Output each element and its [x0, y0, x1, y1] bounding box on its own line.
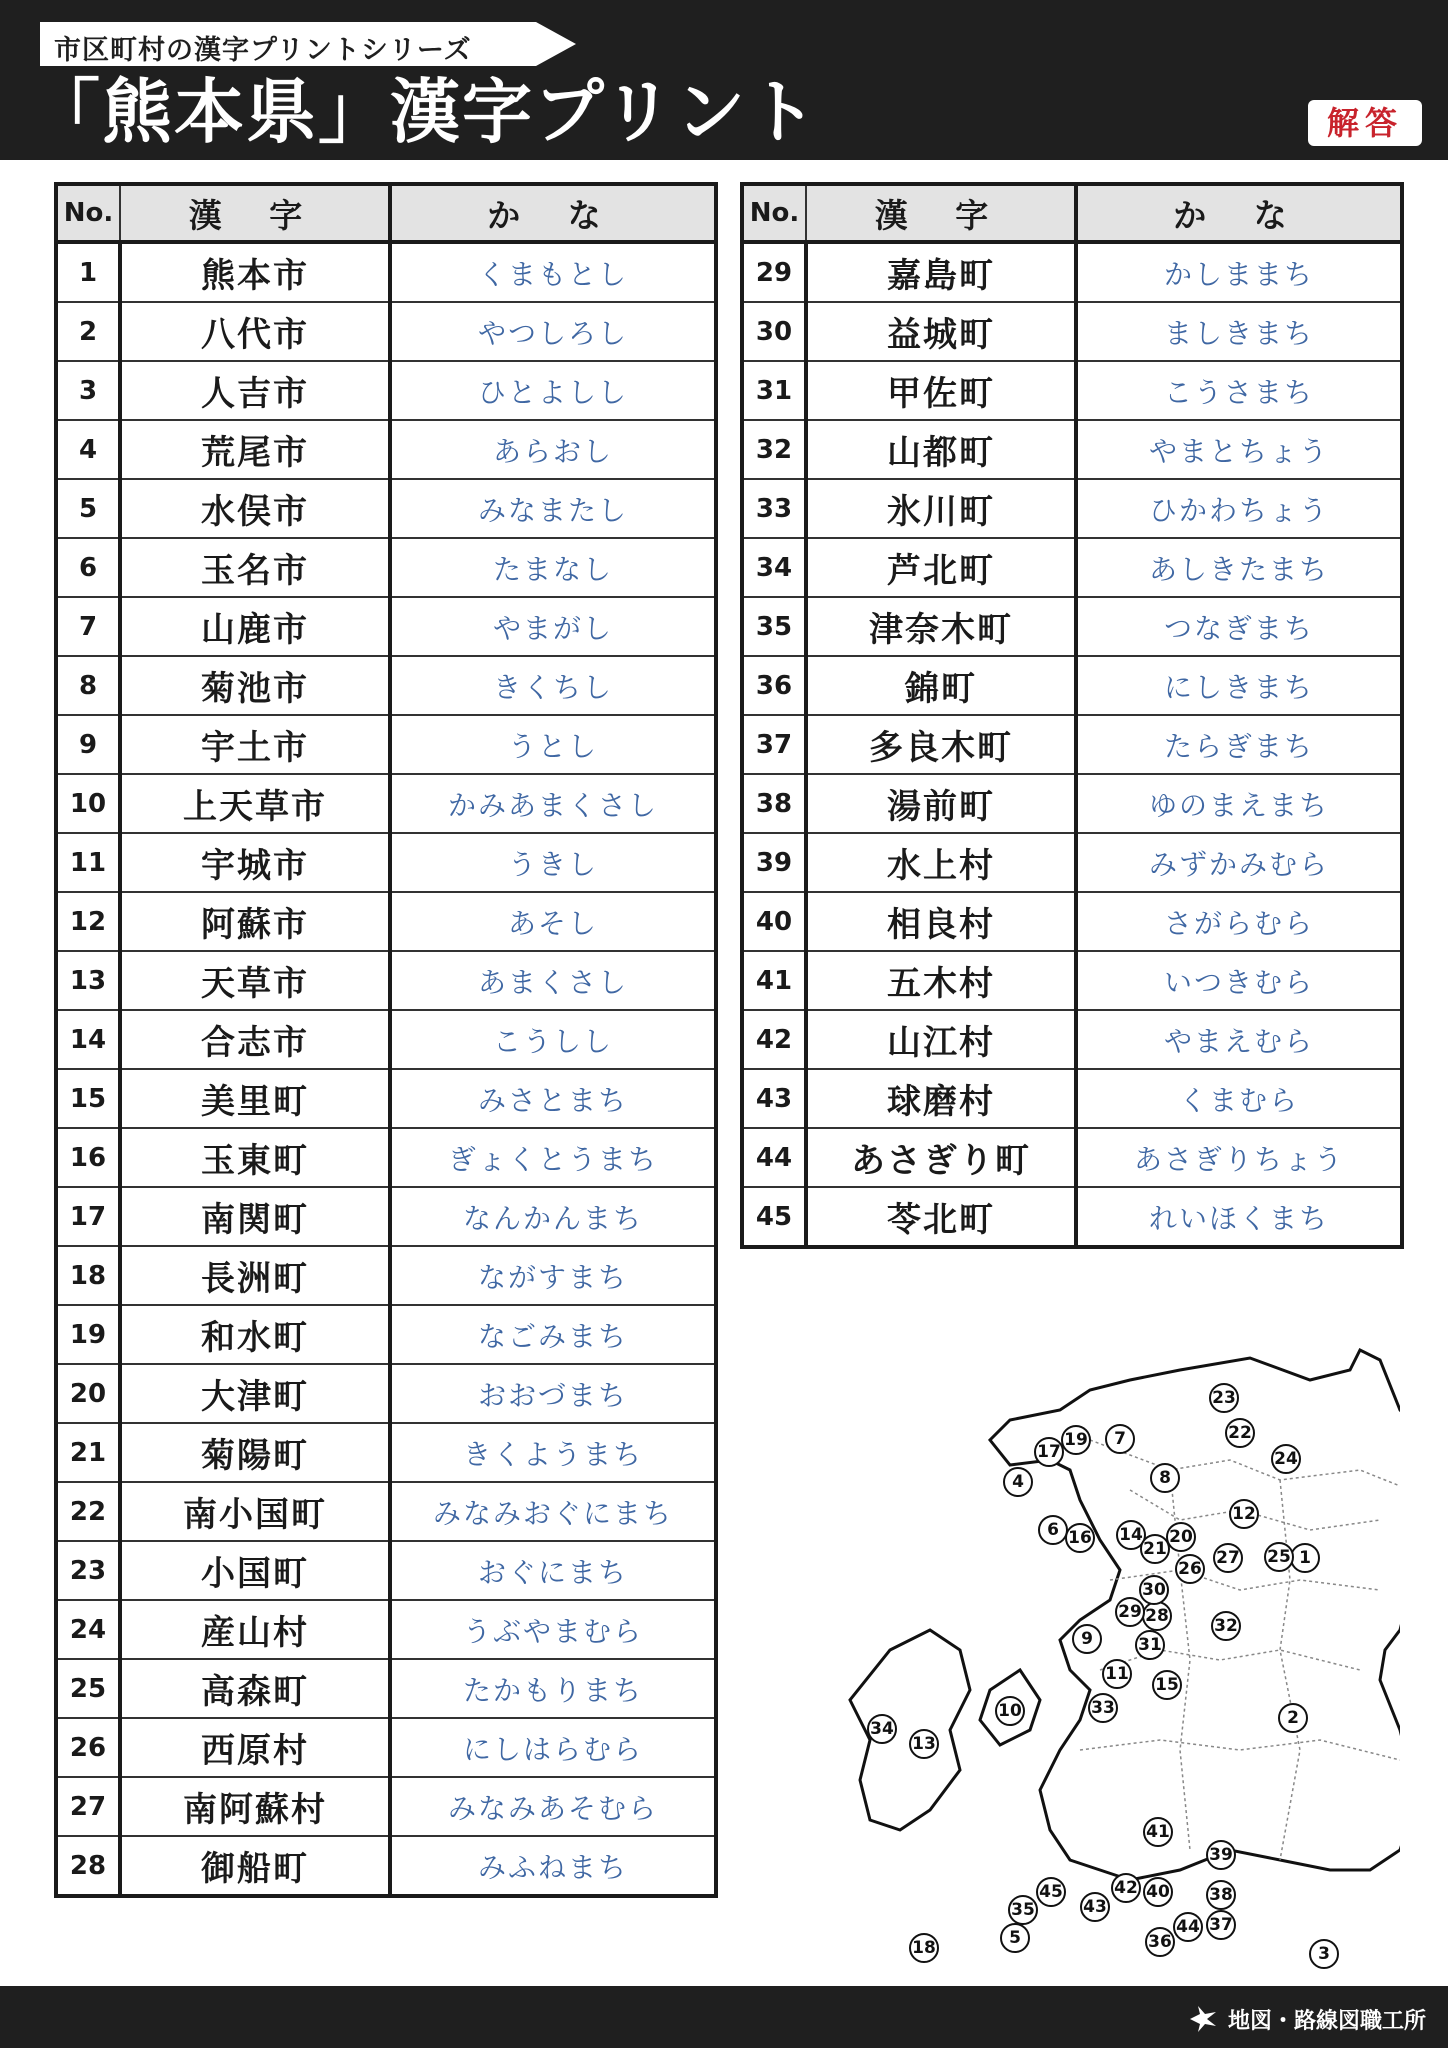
table-row — [56, 1423, 716, 1482]
map-marker-label: 8 — [1159, 1468, 1171, 1488]
table-row — [56, 1069, 716, 1128]
municipality-kanji: 湯前町 — [806, 774, 1076, 833]
municipality-table-right — [740, 182, 1404, 1249]
map-marker — [1207, 1881, 1235, 1909]
municipality-kana: ましきまち — [1076, 302, 1402, 361]
map-marker-label: 21 — [1143, 1539, 1167, 1559]
row-number: 33 — [742, 479, 806, 538]
municipality-kanji: 苓北町 — [806, 1187, 1076, 1247]
map-marker — [1035, 1438, 1063, 1466]
row-number: 21 — [56, 1423, 120, 1482]
municipality-kanji: 宇土市 — [120, 715, 390, 774]
municipality-kana: みなみあそむら — [390, 1777, 716, 1836]
map-svg — [760, 1330, 1400, 1970]
municipality-kana: みなまたし — [390, 479, 716, 538]
table-row — [742, 1069, 1402, 1128]
row-number: 30 — [742, 302, 806, 361]
municipality-kanji: 美里町 — [120, 1069, 390, 1128]
municipality-kana: みふねまち — [390, 1836, 716, 1896]
municipality-kana: あまくさし — [390, 951, 716, 1010]
map-marker — [1230, 1500, 1258, 1528]
row-number: 36 — [742, 656, 806, 715]
municipality-kanji: 益城町 — [806, 302, 1076, 361]
map-marker-label: 7 — [1114, 1429, 1126, 1449]
municipality-kanji: 大津町 — [120, 1364, 390, 1423]
map-marker-label: 28 — [1145, 1606, 1169, 1626]
map-marker — [1073, 1625, 1101, 1653]
table-header-row — [742, 184, 1402, 242]
municipality-kanji: 和水町 — [120, 1305, 390, 1364]
map-marker-label: 11 — [1105, 1664, 1129, 1684]
series-tag — [40, 22, 576, 66]
row-number: 9 — [56, 715, 120, 774]
municipality-kanji: 水上村 — [806, 833, 1076, 892]
municipality-kana: ながすまち — [390, 1246, 716, 1305]
row-number: 38 — [742, 774, 806, 833]
municipality-kana: ゆのまえまち — [1076, 774, 1402, 833]
municipality-kana: こうしし — [390, 1010, 716, 1069]
row-number: 34 — [742, 538, 806, 597]
no-column-header: No. — [56, 184, 120, 242]
table-row — [56, 1364, 716, 1423]
kumamoto-map — [760, 1330, 1400, 1970]
map-marker — [1001, 1924, 1029, 1952]
map-marker — [1167, 1523, 1195, 1551]
map-marker-label: 12 — [1232, 1504, 1256, 1524]
map-marker — [1009, 1896, 1037, 1924]
row-number: 39 — [742, 833, 806, 892]
map-marker-label: 15 — [1155, 1675, 1179, 1695]
municipality-kanji: 甲佐町 — [806, 361, 1076, 420]
row-number: 3 — [56, 361, 120, 420]
municipality-kanji: 南阿蘇村 — [120, 1777, 390, 1836]
table-row — [56, 1718, 716, 1777]
municipality-kanji: 相良村 — [806, 892, 1076, 951]
row-number: 28 — [56, 1836, 120, 1896]
row-number: 45 — [742, 1187, 806, 1247]
table-row — [742, 420, 1402, 479]
map-marker-label: 27 — [1216, 1548, 1240, 1568]
table-row — [742, 774, 1402, 833]
map-marker-label: 36 — [1148, 1932, 1172, 1952]
map-marker-label: 44 — [1176, 1917, 1200, 1937]
map-marker — [1210, 1384, 1238, 1412]
municipality-table-left — [54, 182, 718, 1898]
row-number: 25 — [56, 1659, 120, 1718]
table-row — [742, 833, 1402, 892]
table-row — [56, 1128, 716, 1187]
municipality-kana: きくちし — [390, 656, 716, 715]
table-row — [742, 361, 1402, 420]
table-row — [56, 1482, 716, 1541]
table-row — [56, 538, 716, 597]
municipality-kanji: 西原村 — [120, 1718, 390, 1777]
map-marker-label: 19 — [1064, 1430, 1088, 1450]
table-row — [742, 1187, 1402, 1247]
table-row — [56, 1305, 716, 1364]
table-row — [56, 1659, 716, 1718]
map-marker-label: 41 — [1146, 1822, 1170, 1842]
row-number: 18 — [56, 1246, 120, 1305]
municipality-kana: なんかんまち — [390, 1187, 716, 1246]
municipality-kanji: 天草市 — [120, 951, 390, 1010]
table-row — [56, 361, 716, 420]
map-marker — [1174, 1913, 1202, 1941]
map-marker-label: 13 — [912, 1734, 936, 1754]
municipality-kana: うとし — [390, 715, 716, 774]
municipality-kanji: 氷川町 — [806, 479, 1076, 538]
footer-credit: 地図・路線図職工所 — [1228, 2009, 1427, 2034]
municipality-kanji: 小国町 — [120, 1541, 390, 1600]
municipality-kana: かみあまくさし — [390, 774, 716, 833]
municipality-kana: いつきむら — [1076, 951, 1402, 1010]
map-marker-label: 42 — [1114, 1878, 1138, 1898]
map-marker-label: 14 — [1119, 1525, 1143, 1545]
municipality-kanji: 水俣市 — [120, 479, 390, 538]
municipality-kanji: 熊本市 — [120, 242, 390, 302]
municipality-kana: たまなし — [390, 538, 716, 597]
municipality-kanji: 長洲町 — [120, 1246, 390, 1305]
table-body-left — [56, 242, 716, 1896]
row-number: 43 — [742, 1069, 806, 1128]
municipality-kana: あさぎりちょう — [1076, 1128, 1402, 1187]
municipality-kanji: 五木村 — [806, 951, 1076, 1010]
municipality-kana: くまもとし — [390, 242, 716, 302]
municipality-kanji: 錦町 — [806, 656, 1076, 715]
table-row — [56, 892, 716, 951]
municipality-kanji: 御船町 — [120, 1836, 390, 1896]
table-row — [56, 1600, 716, 1659]
map-marker — [1141, 1535, 1169, 1563]
municipality-kana: くまむら — [1076, 1069, 1402, 1128]
table-row — [56, 1187, 716, 1246]
row-number: 17 — [56, 1187, 120, 1246]
row-number: 10 — [56, 774, 120, 833]
row-number: 35 — [742, 597, 806, 656]
table-row — [742, 302, 1402, 361]
map-marker-label: 3 — [1318, 1944, 1330, 1964]
municipality-kana: おぐにまち — [390, 1541, 716, 1600]
map-marker-label: 2 — [1287, 1708, 1299, 1728]
municipality-kana: にしはらむら — [390, 1718, 716, 1777]
map-marker-label: 1 — [1299, 1548, 1311, 1568]
map-marker — [1153, 1671, 1181, 1699]
table-row — [56, 1836, 716, 1896]
table-row — [742, 1128, 1402, 1187]
municipality-kanji: 阿蘇市 — [120, 892, 390, 951]
map-marker — [1272, 1445, 1300, 1473]
map-marker-label: 29 — [1118, 1602, 1142, 1622]
municipality-kanji: 菊池市 — [120, 656, 390, 715]
map-marker-label: 37 — [1209, 1915, 1233, 1935]
map-marker-label: 31 — [1138, 1635, 1162, 1655]
row-number: 24 — [56, 1600, 120, 1659]
map-marker — [996, 1697, 1024, 1725]
table-row — [56, 656, 716, 715]
map-marker — [1106, 1425, 1134, 1453]
map-marker-label: 16 — [1068, 1528, 1092, 1548]
municipality-kana: ひかわちょう — [1076, 479, 1402, 538]
row-number: 14 — [56, 1010, 120, 1069]
map-marker-label: 40 — [1146, 1882, 1170, 1902]
map-marker-label: 4 — [1012, 1472, 1024, 1492]
map-marker — [1037, 1878, 1065, 1906]
municipality-kanji: 上天草市 — [120, 774, 390, 833]
table-row — [56, 242, 716, 302]
municipality-kanji: 産山村 — [120, 1600, 390, 1659]
kanji-column-header: 漢 字 — [120, 184, 390, 242]
row-number: 13 — [56, 951, 120, 1010]
map-marker — [1291, 1544, 1319, 1572]
row-number: 2 — [56, 302, 120, 361]
map-marker — [1207, 1841, 1235, 1869]
map-marker-label: 23 — [1212, 1388, 1236, 1408]
map-marker — [1143, 1602, 1171, 1630]
map-marker-label: 38 — [1209, 1885, 1233, 1905]
map-marker-label: 17 — [1037, 1442, 1061, 1462]
row-number: 8 — [56, 656, 120, 715]
municipality-kanji: 球磨村 — [806, 1069, 1076, 1128]
table-header-row — [56, 184, 716, 242]
map-marker — [1144, 1878, 1172, 1906]
map-marker — [1089, 1694, 1117, 1722]
municipality-kanji: 多良木町 — [806, 715, 1076, 774]
map-marker-label: 25 — [1267, 1547, 1291, 1567]
map-marker-label: 18 — [912, 1938, 936, 1958]
municipality-kanji: 津奈木町 — [806, 597, 1076, 656]
logo-icon — [1186, 2002, 1220, 2036]
no-column-header: No. — [742, 184, 806, 242]
table-row — [56, 1777, 716, 1836]
row-number: 22 — [56, 1482, 120, 1541]
municipality-kanji: 菊陽町 — [120, 1423, 390, 1482]
row-number: 16 — [56, 1128, 120, 1187]
row-number: 5 — [56, 479, 120, 538]
municipality-kanji: 宇城市 — [120, 833, 390, 892]
row-number: 40 — [742, 892, 806, 951]
map-marker — [1279, 1704, 1307, 1732]
map-marker-label: 33 — [1091, 1698, 1115, 1718]
municipality-kana: ぎょくとうまち — [390, 1128, 716, 1187]
map-marker — [1146, 1928, 1174, 1956]
municipality-kanji: 芦北町 — [806, 538, 1076, 597]
table-row — [742, 538, 1402, 597]
map-marker-label: 5 — [1009, 1928, 1021, 1948]
table-row — [56, 420, 716, 479]
table-row — [742, 597, 1402, 656]
table-row — [56, 774, 716, 833]
municipality-kanji: 玉名市 — [120, 538, 390, 597]
mainland-outline — [990, 1350, 1400, 1880]
row-number: 31 — [742, 361, 806, 420]
map-marker-label: 26 — [1178, 1559, 1202, 1579]
table-row — [56, 715, 716, 774]
map-marker — [1140, 1576, 1168, 1604]
municipality-kana: あそし — [390, 892, 716, 951]
table-row — [742, 951, 1402, 1010]
map-marker — [1136, 1631, 1164, 1659]
map-marker — [1116, 1598, 1144, 1626]
map-marker-label: 6 — [1047, 1520, 1059, 1540]
map-marker — [868, 1715, 896, 1743]
table-row — [742, 242, 1402, 302]
table-row — [56, 1246, 716, 1305]
map-marker — [1062, 1426, 1090, 1454]
map-marker — [1207, 1911, 1235, 1939]
municipality-kana: あらおし — [390, 420, 716, 479]
map-marker — [910, 1730, 938, 1758]
map-marker — [1039, 1516, 1067, 1544]
map-marker — [1310, 1940, 1338, 1968]
municipality-kanji: 人吉市 — [120, 361, 390, 420]
municipality-kana: さがらむら — [1076, 892, 1402, 951]
municipality-kana: やつしろし — [390, 302, 716, 361]
row-number: 20 — [56, 1364, 120, 1423]
table-row — [742, 715, 1402, 774]
municipality-kanji: 南小国町 — [120, 1482, 390, 1541]
map-marker-label: 45 — [1039, 1882, 1063, 1902]
kanji-column-header: 漢 字 — [806, 184, 1076, 242]
page-title: 「熊本県」漢字プリント — [30, 71, 820, 153]
map-marker-label: 22 — [1228, 1423, 1252, 1443]
row-number: 41 — [742, 951, 806, 1010]
municipality-kana: こうさまち — [1076, 361, 1402, 420]
map-marker — [1151, 1464, 1179, 1492]
municipality-kana: きくようまち — [390, 1423, 716, 1482]
map-marker-label: 39 — [1209, 1845, 1233, 1865]
table-row — [56, 302, 716, 361]
row-number: 11 — [56, 833, 120, 892]
municipality-kanji: 高森町 — [120, 1659, 390, 1718]
municipality-kanji: 玉東町 — [120, 1128, 390, 1187]
municipality-kana: かしままち — [1076, 242, 1402, 302]
table-row — [742, 1010, 1402, 1069]
table-row — [742, 479, 1402, 538]
map-marker-label: 35 — [1011, 1900, 1035, 1920]
table-row — [56, 1010, 716, 1069]
municipality-kanji: 合志市 — [120, 1010, 390, 1069]
row-number: 12 — [56, 892, 120, 951]
row-number: 19 — [56, 1305, 120, 1364]
answer-badge: 解答 — [1308, 100, 1422, 146]
map-marker-label: 30 — [1142, 1580, 1166, 1600]
map-marker — [1004, 1468, 1032, 1496]
municipality-kana: たかもりまち — [390, 1659, 716, 1718]
map-marker-label: 24 — [1274, 1449, 1298, 1469]
municipality-kana: たらぎまち — [1076, 715, 1402, 774]
municipality-kana: おおづまち — [390, 1364, 716, 1423]
row-number: 6 — [56, 538, 120, 597]
municipality-kana: やまえむら — [1076, 1010, 1402, 1069]
map-marker — [910, 1934, 938, 1962]
map-marker — [1144, 1818, 1172, 1846]
municipality-kanji: 山鹿市 — [120, 597, 390, 656]
table-row — [742, 892, 1402, 951]
table-row — [56, 479, 716, 538]
map-marker — [1265, 1543, 1293, 1571]
map-marker — [1176, 1555, 1204, 1583]
row-number: 42 — [742, 1010, 806, 1069]
table-row — [56, 1541, 716, 1600]
municipality-kanji: 荒尾市 — [120, 420, 390, 479]
map-marker — [1081, 1893, 1109, 1921]
municipality-kana: ひとよしし — [390, 361, 716, 420]
map-marker — [1103, 1660, 1131, 1688]
row-number: 27 — [56, 1777, 120, 1836]
municipality-kanji: 山都町 — [806, 420, 1076, 479]
map-marker — [1214, 1544, 1242, 1572]
municipality-kana: やまとちょう — [1076, 420, 1402, 479]
municipality-kanji: 山江村 — [806, 1010, 1076, 1069]
footer-bar — [0, 1986, 1448, 2048]
map-marker-label: 20 — [1169, 1527, 1193, 1547]
series-label: 市区町村の漢字プリントシリーズ — [54, 35, 472, 66]
table-row — [56, 597, 716, 656]
map-marker — [1112, 1874, 1140, 1902]
table-body-right — [742, 242, 1402, 1247]
map-marker — [1066, 1524, 1094, 1552]
row-number: 15 — [56, 1069, 120, 1128]
municipality-kana: あしきたまち — [1076, 538, 1402, 597]
municipality-kanji: 南関町 — [120, 1187, 390, 1246]
row-number: 26 — [56, 1718, 120, 1777]
municipality-kanji: あさぎり町 — [806, 1128, 1076, 1187]
map-marker-label: 43 — [1083, 1897, 1107, 1917]
municipality-kana: うきし — [390, 833, 716, 892]
map-marker — [1212, 1612, 1240, 1640]
kana-column-header: か な — [390, 184, 716, 242]
map-marker-label: 10 — [998, 1701, 1022, 1721]
table-row — [56, 833, 716, 892]
table-row — [56, 951, 716, 1010]
row-number: 44 — [742, 1128, 806, 1187]
municipality-kana: つなぎまち — [1076, 597, 1402, 656]
kana-column-header: か な — [1076, 184, 1402, 242]
municipality-kana: にしきまち — [1076, 656, 1402, 715]
header-bar — [0, 0, 1448, 160]
map-marker — [1226, 1419, 1254, 1447]
municipality-kanji: 八代市 — [120, 302, 390, 361]
row-number: 1 — [56, 242, 120, 302]
row-number: 4 — [56, 420, 120, 479]
municipality-kanji: 嘉島町 — [806, 242, 1076, 302]
municipality-kana: なごみまち — [390, 1305, 716, 1364]
map-marker-label: 9 — [1081, 1629, 1093, 1649]
municipality-kana: みさとまち — [390, 1069, 716, 1128]
row-number: 23 — [56, 1541, 120, 1600]
municipality-kana: やまがし — [390, 597, 716, 656]
municipality-kana: みずかみむら — [1076, 833, 1402, 892]
map-marker-label: 32 — [1214, 1616, 1238, 1636]
row-number: 7 — [56, 597, 120, 656]
map-marker-label: 34 — [870, 1719, 894, 1739]
table-row — [742, 656, 1402, 715]
municipality-kana: みなみおぐにまち — [390, 1482, 716, 1541]
municipality-kana: うぶやまむら — [390, 1600, 716, 1659]
municipality-kana: れいほくまち — [1076, 1187, 1402, 1247]
row-number: 29 — [742, 242, 806, 302]
row-number: 37 — [742, 715, 806, 774]
row-number: 32 — [742, 420, 806, 479]
